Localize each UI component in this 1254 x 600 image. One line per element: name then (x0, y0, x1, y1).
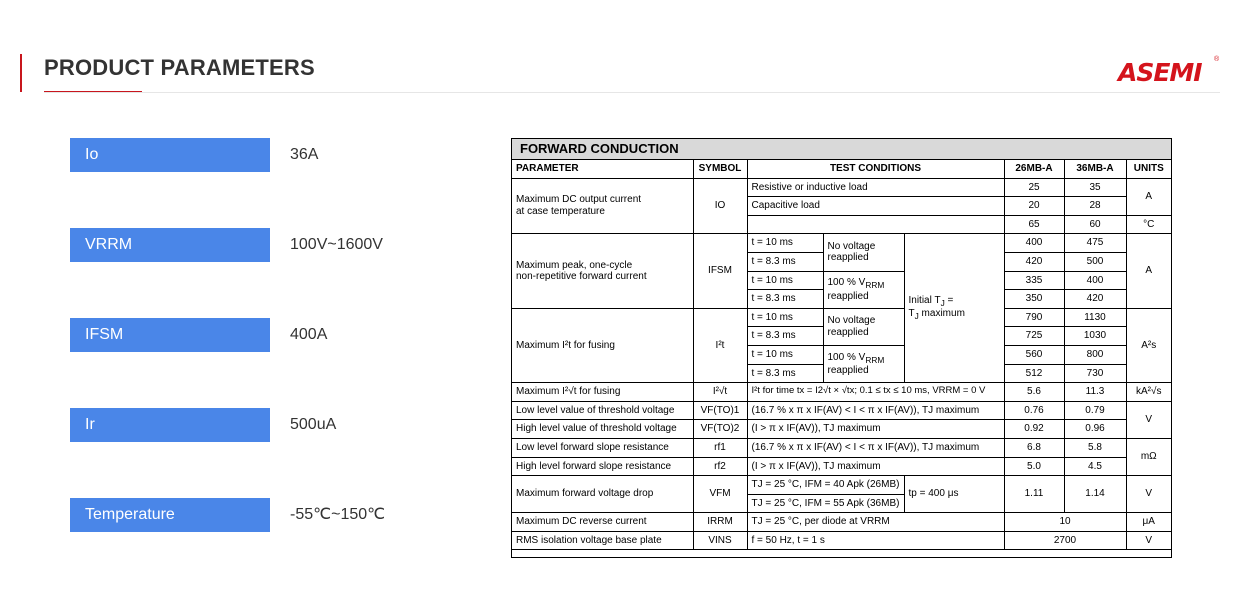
time-cell: t = 10 ms (747, 345, 823, 364)
unit-a: A (1126, 178, 1171, 215)
value-cell: 5.6 (1004, 383, 1064, 402)
cond-rf1: (16.7 % x π x IF(AV) < I < π x IF(AV)), TJ maximum (747, 438, 1004, 457)
cond-vfm-36mb: TJ = 25 °C, IFM = 55 Apk (36MB) (747, 494, 904, 513)
value-cell: 1030 (1064, 327, 1126, 346)
cond-vfto1: (16.7 % x π x IF(AV) < I < π x IF(AV)), TJ maximum (747, 401, 1004, 420)
time-cell: t = 10 ms (747, 308, 823, 327)
value-cell: 400 (1004, 234, 1064, 253)
header-26mb-a: 26MB-A (1004, 160, 1064, 178)
value-cell: 60 (1064, 215, 1126, 234)
value-cell: 11.3 (1064, 383, 1126, 402)
value-cell: 800 (1064, 345, 1126, 364)
table-row (512, 308, 1171, 327)
param-label-io: Io (70, 138, 270, 172)
table-row (512, 178, 1171, 197)
forward-conduction-table (511, 138, 1172, 558)
value-cell: 0.76 (1004, 401, 1064, 420)
spec-grid (512, 160, 1171, 550)
registered-mark: ® (1214, 56, 1220, 63)
value-cell: 350 (1004, 290, 1064, 309)
table-title: FORWARD CONDUCTION (512, 139, 1171, 160)
value-cell: 420 (1004, 252, 1064, 271)
value-cell: 1130 (1064, 308, 1126, 327)
symbol-irrm: IRRM (693, 513, 747, 532)
param-vins-desc: RMS isolation voltage base plate (512, 531, 693, 550)
value-cell: 4.5 (1064, 457, 1126, 476)
param-rf2-desc: High level forward slope resistance (512, 457, 693, 476)
value-cell: 560 (1004, 345, 1064, 364)
value-cell: 0.92 (1004, 420, 1064, 439)
param-label-ifsm: IFSM (70, 318, 270, 352)
unit-vfm: V (1126, 476, 1171, 513)
cond-vfto2: (I > π x IF(AV)), TJ maximum (747, 420, 1004, 439)
cond-initial-tj: Initial $T_J$ = $T_J$ maximum (904, 234, 1004, 383)
value-cell: 5.8 (1064, 438, 1126, 457)
header-test-conditions: TEST CONDITIONS (747, 160, 1004, 178)
value-cell: 335 (1004, 271, 1064, 290)
unit-i2t: A²s (1126, 308, 1171, 382)
value-cell: 5.0 (1004, 457, 1064, 476)
header-parameter: PARAMETER (512, 160, 693, 178)
value-cell: 28 (1064, 197, 1126, 216)
header-36mb-a: 36MB-A (1064, 160, 1126, 178)
value-cell: 2700 (1004, 531, 1126, 550)
table-row (512, 234, 1171, 253)
cond-vrrm: 100 % $V_{RRM}$ reapplied (823, 345, 904, 382)
header-units: UNITS (1126, 160, 1171, 178)
page-title: PRODUCT PARAMETERS (44, 55, 315, 80)
value-cell: 25 (1004, 178, 1064, 197)
table-row (512, 476, 1171, 495)
header-divider (44, 92, 1220, 93)
time-cell: t = 8.3 ms (747, 290, 823, 309)
param-value-io: 36A (290, 146, 319, 163)
symbol-rf2: rf2 (693, 457, 747, 476)
value-cell: 730 (1064, 364, 1126, 383)
unit-i2rt: kA²√s (1126, 383, 1171, 402)
value-cell: 1.11 (1004, 476, 1064, 513)
asemi-logo: ASEMI (1118, 58, 1202, 87)
cond-no-voltage: No voltage reapplied (823, 234, 904, 271)
param-label-vrrm: VRRM (70, 228, 270, 262)
value-cell: 35 (1064, 178, 1126, 197)
cond-vins: f = 50 Hz, t = 1 s (747, 531, 1004, 550)
symbol-i2t: I²t (693, 308, 747, 382)
time-cell: t = 8.3 ms (747, 252, 823, 271)
value-cell: 65 (1004, 215, 1064, 234)
param-label-ir: Ir (70, 408, 270, 442)
time-cell: t = 10 ms (747, 271, 823, 290)
param-ifsm-desc: Maximum peak, one-cycle non-repetitive forward current (512, 234, 693, 308)
param-label-temperature: Temperature (70, 498, 270, 532)
unit-ifsm: A (1126, 234, 1171, 308)
value-cell: 0.96 (1064, 420, 1126, 439)
symbol-ifsm: IFSM (693, 234, 747, 308)
cond-rf2: (I > π x IF(AV)), TJ maximum (747, 457, 1004, 476)
table-row (512, 438, 1171, 457)
time-cell: t = 10 ms (747, 234, 823, 253)
value-cell: 6.8 (1004, 438, 1064, 457)
unit-mohm: mΩ (1126, 438, 1171, 475)
value-cell: 20 (1004, 197, 1064, 216)
table-row (512, 457, 1171, 476)
header-symbol: SYMBOL (693, 160, 747, 178)
table-row (512, 383, 1171, 402)
value-cell: 400 (1064, 271, 1126, 290)
value-cell: 475 (1064, 234, 1126, 253)
symbol-i2rt: I²√t (693, 383, 747, 402)
symbol-rf1: rf1 (693, 438, 747, 457)
param-irrm-desc: Maximum DC reverse current (512, 513, 693, 532)
unit-vins: V (1126, 531, 1171, 550)
param-value-temperature: -55℃~150℃ (290, 506, 386, 523)
param-rf1-desc: Low level forward slope resistance (512, 438, 693, 457)
time-cell: t = 8.3 ms (747, 327, 823, 346)
value-cell: 512 (1004, 364, 1064, 383)
value-cell: 500 (1064, 252, 1126, 271)
symbol-vfto2: VF(TO)2 (693, 420, 747, 439)
value-cell: 10 (1004, 513, 1126, 532)
table-row (512, 531, 1171, 550)
value-cell: 790 (1004, 308, 1064, 327)
table-row (512, 513, 1171, 532)
param-value-ifsm: 400A (290, 326, 328, 343)
value-cell: 1.14 (1064, 476, 1126, 513)
unit-v: V (1126, 401, 1171, 438)
symbol-io: IO (693, 178, 747, 234)
unit-irrm: μA (1126, 513, 1171, 532)
cond-no-voltage: No voltage reapplied (823, 308, 904, 345)
symbol-vins: VINS (693, 531, 747, 550)
cond-tp: tp = 400 μs (904, 476, 1004, 513)
param-vfto1-desc: Low level value of threshold voltage (512, 401, 693, 420)
cond-resistive: Resistive or inductive load (747, 178, 1004, 197)
cond-vfm-26mb: TJ = 25 °C, IFM = 40 Apk (26MB) (747, 476, 904, 495)
cond-irrm: TJ = 25 °C, per diode at VRRM (747, 513, 1004, 532)
cond-empty (747, 215, 1004, 234)
param-value-ir: 500uA (290, 416, 337, 433)
unit-celsius: °C (1126, 215, 1171, 234)
param-vfm-desc: Maximum forward voltage drop (512, 476, 693, 513)
table-row (512, 401, 1171, 420)
value-cell: 420 (1064, 290, 1126, 309)
cond-vrrm: 100 % $V_{RRM}$ reapplied (823, 271, 904, 308)
param-i2t-desc: Maximum I²t for fusing (512, 308, 693, 382)
cond-i2rt: I²t for time tx = I2√t × √tx; 0.1 ≤ tx ≤ 10 ms, VRRM = 0 V (747, 383, 1004, 402)
param-i2rt-desc: Maximum I²√t for fusing (512, 383, 693, 402)
table-row (512, 420, 1171, 439)
time-cell: t = 8.3 ms (747, 364, 823, 383)
title-accent-bar (20, 54, 22, 92)
value-cell: 0.79 (1064, 401, 1126, 420)
header-row (512, 160, 1171, 178)
param-value-vrrm: 100V~1600V (290, 236, 383, 253)
symbol-vfm: VFM (693, 476, 747, 513)
value-cell: 725 (1004, 327, 1064, 346)
symbol-vfto1: VF(TO)1 (693, 401, 747, 420)
cond-capacitive: Capacitive load (747, 197, 1004, 216)
param-vfto2-desc: High level value of threshold voltage (512, 420, 693, 439)
param-io-desc: Maximum DC output current at case temperature (512, 178, 693, 234)
